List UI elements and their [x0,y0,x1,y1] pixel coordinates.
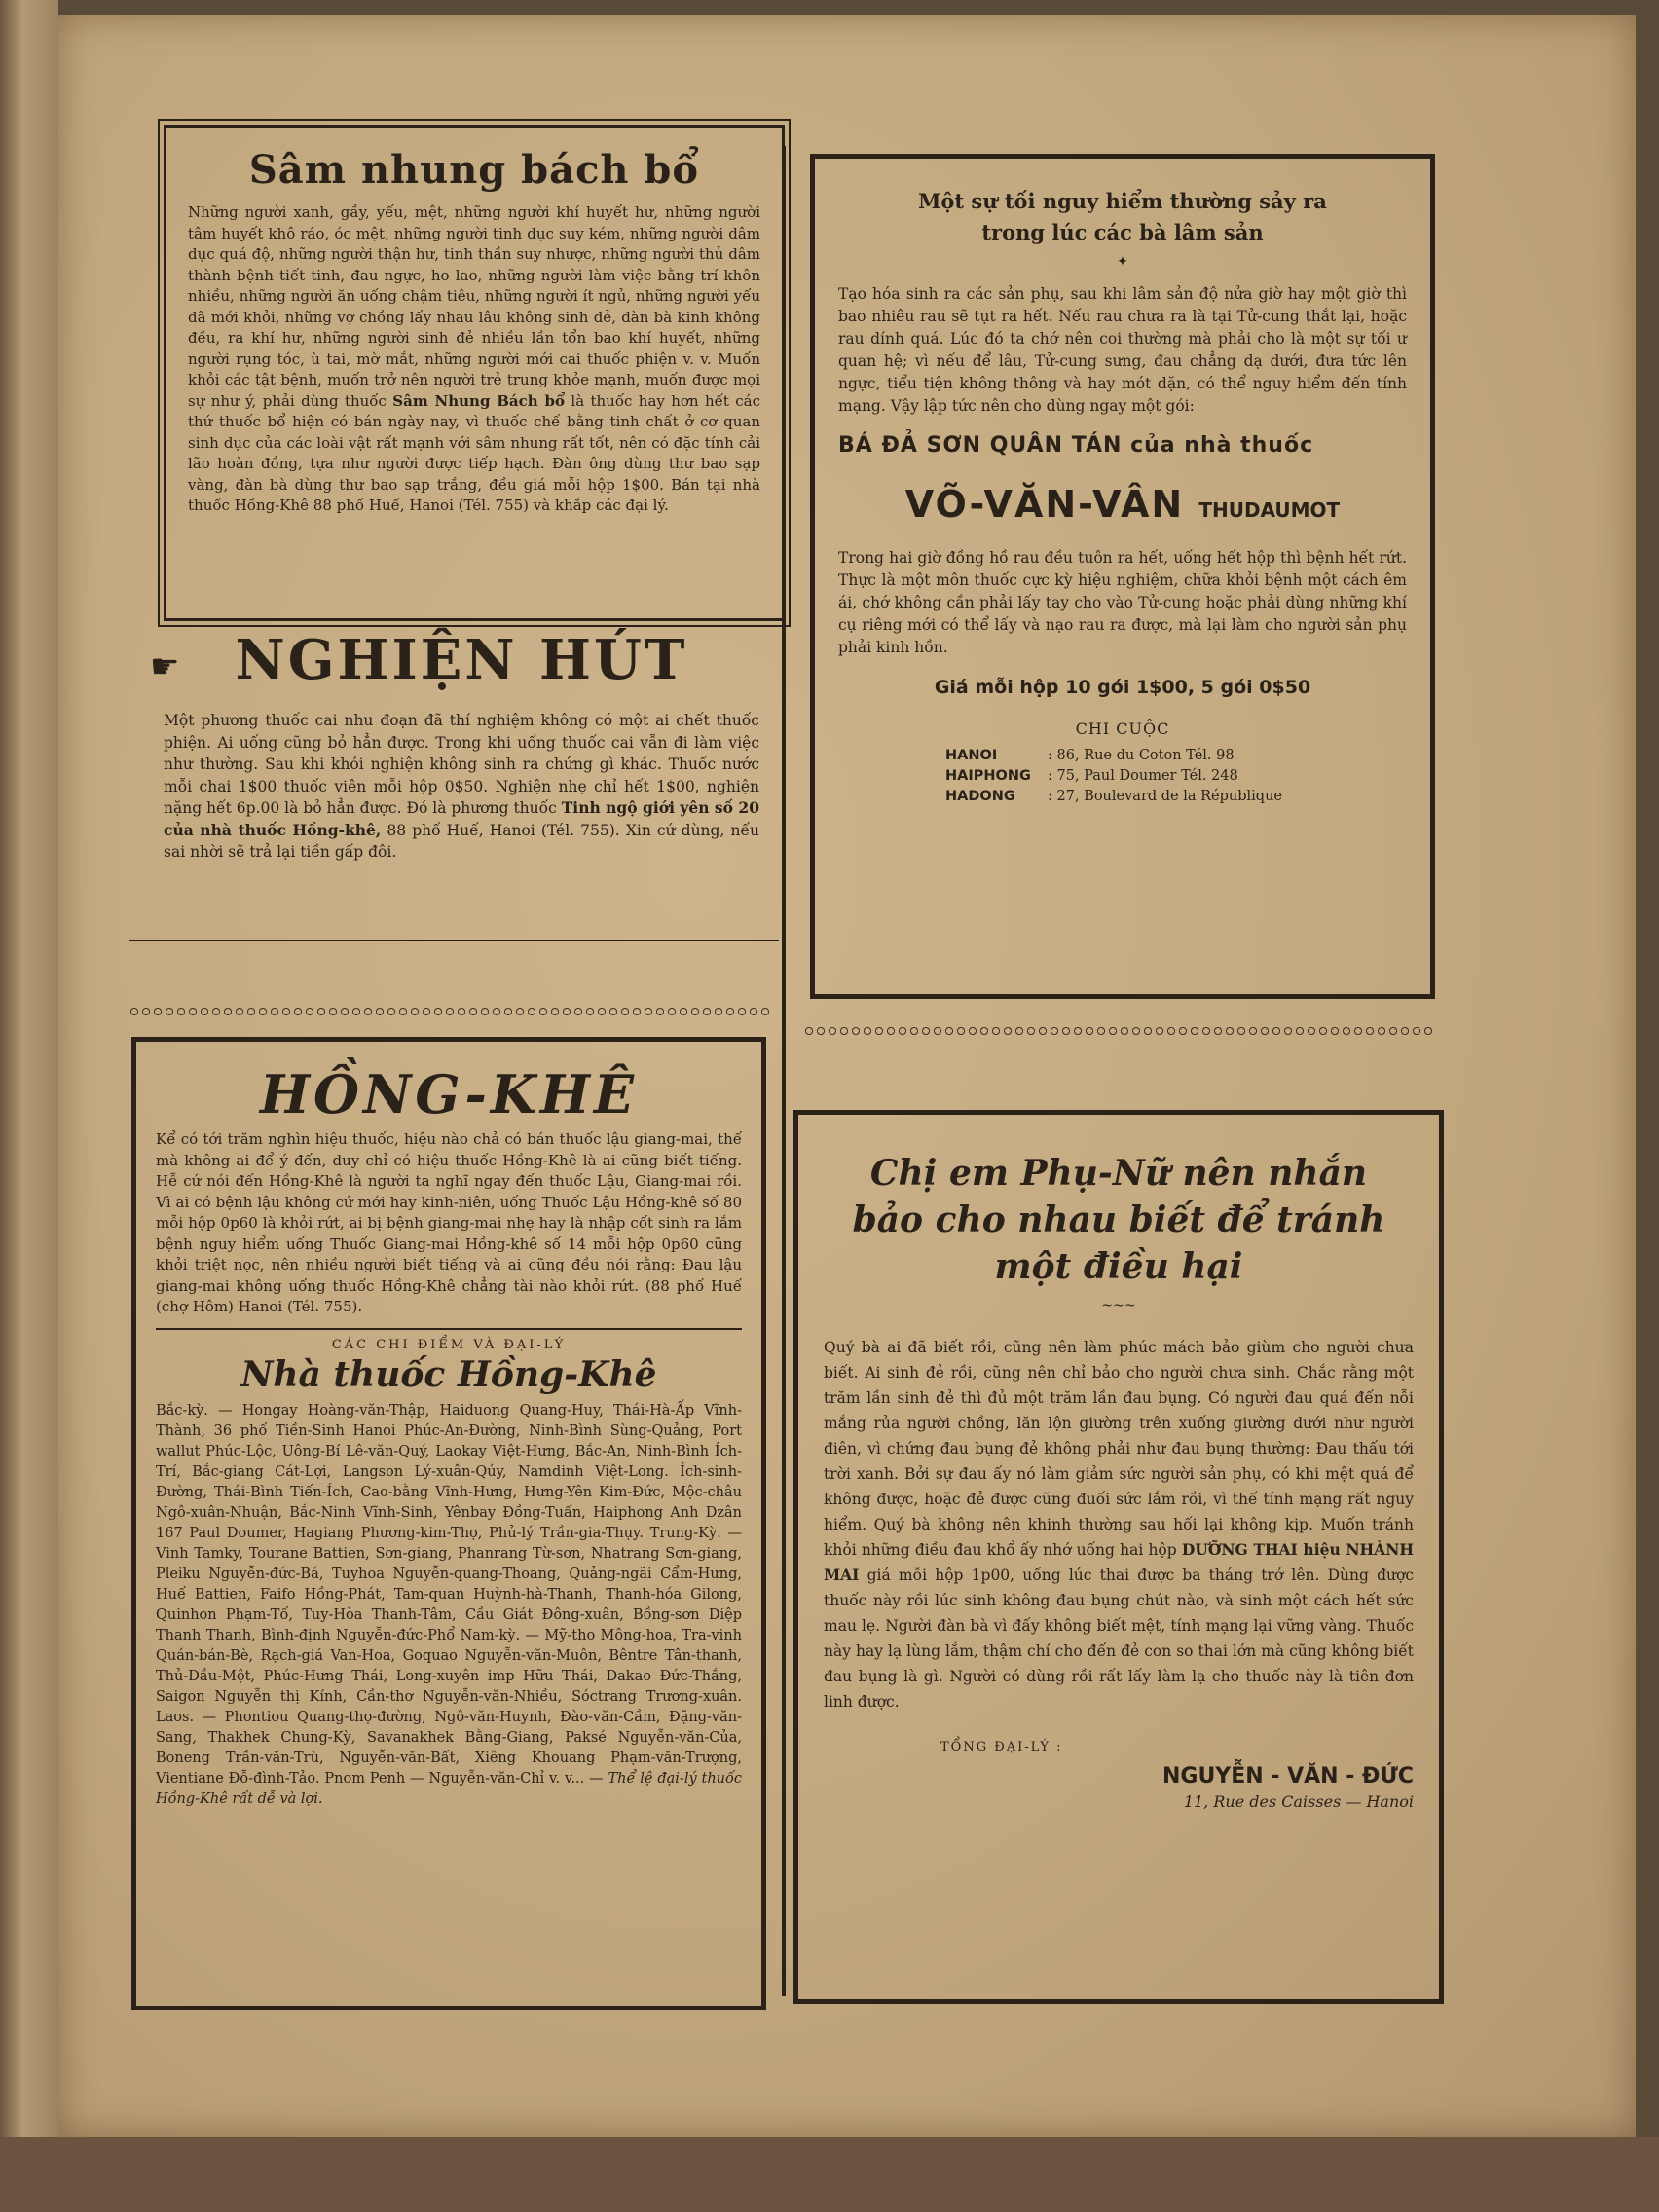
ad-title: HỒNG-KHÊ [259,1063,639,1125]
agent-name: NGUYỄN - VĂN - ĐỨC [1161,1764,1414,1788]
headline-line-1: Một sự tối nguy hiểm thường sảy ra [918,189,1327,213]
product-name: Sâm Nhung Bách bổ [392,391,566,410]
ad-body-cont: giá mỗi hộp 1p00, uống lúc thai được ba tháng trở lên. Dùng được thuốc này rồi lúc sinh không đau bụng chút nào, và sinh một cách hết sức mau lẹ. Người đàn bà vì đấy không biết mệt, tính mạng lại vững vàng. Thuốc này hay lạ lùng lắm, thậm chí cho đến đẻ con so thai lớn mà cũng không biết đau bụng là gì. Người có dùng rồi rất lấy làm lạ cho thuốc này là tiên đơn linh được. [824,1567,1414,1711]
ad-body-cont: là thuốc hay hơn hết các thứ thuốc bổ hiện có bán ngày nay, vì thuốc chế bằng tinh chất ở cơ quan sinh dục của các loài vật rất mạnh với sâm nhung rất tốt, nên có đặc tính cải lão hoàn đồng, tựa như người được tiếp hạch. Đàn ông dùng thư bao sạp vàng, đàn bà dùng thư bao sạp trắng, đều giá mỗi hộp 1$00. Bán tại nhà thuốc Hồng-Khê 88 phố Huế, Hanoi (Tél. 755) và khắp các đại lý. [188,391,760,514]
ad-chi-em-phu-nu [793,1110,1444,2004]
branch-list [945,746,1407,807]
ad-body: Kể có tới trăm nghìn hiệu thuốc, hiệu nào chả có bán thuốc lậu giang-mai, thế mà không ai để ý đến, duy chỉ có hiệu thuốc Hồng-Khê là ai cũng biết tiếng. Hễ cứ nói đến Hồng-Khê là người ta nghĩ ngay đến thuốc Lậu, Giang-mai rồi. Vì ai có bệnh lậu không cứ mới hay kinh-niên, uống Thuốc Lậu Hồng-khê số 80 mỗi hộp 0p60 là khỏi rứt, ai bị bệnh giang-mai nhẹ hay là nhập cốt sinh ra lắm bệnh nguy hiểm uống Thuốc Giang-mai Hồng-khê số 14 mỗi hộp 0p60 cũng khỏi triệt nọc, nên nhiều người biết tiếng và ai cũng đều nói rằng: Đau lậu giang-mai không uống thuốc Hồng-Khê chẳng tài nào khỏi rứt. (88 phố Huế (chợ Hôm) Hanoi (Tél. 755). [156,1130,742,1315]
ad-ba-da-son-quan-tan [810,154,1435,999]
ornament-divider: ~~~ [1101,1298,1136,1313]
ad-sam-nhung [164,125,785,621]
headline-line-2: trong lúc các bà lâm sản [981,220,1264,244]
agent-label: TỔNG ĐẠI-LÝ : [940,1740,1063,1754]
ad-intro: Tạo hóa sinh ra các sản phụ, sau khi lâm sản độ nửa giờ hay một giờ thì bao nhiêu rau sẽ tụt ra hết. Nếu rau chưa ra là tại Tử-cung thắt lại, hoặc rau dính quá. Lúc đó ta chớ nên coi thường mà phải cho là một sự tối ư quan hệ; vì nếu để lâu, Tử-cung sưng, đau chẳng dạ dưới, đưa tức lên ngực, tiểu tiện không thông và hay mót dặn, có thể nguy hiểm đến tính mạng. Vậy lập tức nên cho dùng ngay một gói: [838,285,1407,415]
table-surface [0,2137,1659,2212]
agents-title: Nhà thuốc Hồng-Khê [240,1353,657,1395]
ad-title: Sâm nhung bách bổ [248,147,700,193]
price: Giá mỗi hộp 10 gói 1$00, 5 gói 0$50 [934,677,1311,698]
ad-body: Trong hai giờ đồng hồ rau đều tuôn ra hết, uống hết hộp thì bệnh hết rứt. Thực là một môn thuốc cực kỳ hiệu nghiệm, chữa khỏi bệnh một cách êm ái, chớ không cần phải lấy tay cho vào Tử-cung hoặc phải dùng những khí cụ riêng mới có thể lấy và nạo rau ra được, mà lại làm cho người sản phụ phải kinh hồn. [838,549,1407,656]
wavy-divider [803,1027,1436,1035]
pointing-hand-icon: ☛ [150,647,180,686]
branch-address: : 27, Boulevard de la République [1048,789,1283,804]
branch-address: : 75, Paul Doumer Tél. 248 [1048,768,1238,784]
ad-title: Chị em Phụ-Nữ nên nhắn bảo cho nhau biết để tránh một điều hại [852,1153,1385,1287]
maker-name: VÕ-VĂN-VÂN [904,483,1185,526]
ad-body-cont: 88 phố Huế, Hanoi (Tél. 755). Xin cứ dùng, nếu sai nhời sẽ trả lại tiền gấp đôi. [164,821,759,861]
branches-title: CHI CUỘC [1075,719,1170,738]
agents-label: CÁC CHI ĐIỂM VÀ ĐẠI-LÝ [331,1337,567,1352]
ornament-divider: ✦ [1117,254,1128,270]
divider-rule [156,1328,742,1330]
branch-row [945,787,1407,807]
branch-row [945,746,1407,766]
branch-row [945,766,1407,787]
book-spine [0,0,58,2212]
agents-list: Bắc-kỳ. — Hongay Hoàng-văn-Thập, Haiduong Quang-Huy, Thái-Hà-Ấp Vĩnh-Thành, 36 phố Tiền-Sinh Hanoi Phúc-An-Đường, Ninh-Bình Sùng-Quảng, Port wallut Phúc-Lộc, Uông-Bí Lê-văn-Quý, Laokay Việt-Hưng, Bắc-An, Ninh-Bình Ích-Trí, Bắc-giang Cát-Lợi, Langson Lý-xuân-Qúy, Namdinh Việt-Long. Ích-sinh-Đường, Thái-Bình Tiến-Ích, Cao-bằng Vĩnh-Hưng, Hưng-Yên Kim-Đức, Mộc-châu Ngô-xuân-Nhuận, Bắc-Ninh Vĩnh-Sinh, Yênbay Đồng-Tuấn, Haiphong Anh Dzân 167 Paul Doumer, Hagiang Phương-kim-Thọ, Phủ-lý Trần-gia-Thụy. Trung-Kỳ. — Vinh Tamky, Tourane Battien, Sơn-giang, Phanrang Từ-sơn, Nhatrang Sơn-giang, Pleiku Nguyễn-đức-Bá, Tuyhoa Nguyễn-quang-Thoang, Quảng-ngãi Cẩm-Hưng, Huế Battien, Faifo Hồng-Phát, Tam-quan Huỳnh-hà-Thanh, Thanh-hóa Gilong, Quinhon Phạm-Tố, Tuy-Hòa Thanh-Tâm, Cầu Giát Đông-xuân, Bồng-sơn Diệp Thanh Thanh, Bình-định Nguyễn-đức-Phổ Nam-kỳ. — Mỹ-tho Mông-hoa, Tra-vinh Quán-bán-Bè, Rạch-giá Van-Hoa, Goquao Nguyễn-văn-Muôn, Bêntre Tân-thanh, Thủ-Dầu-Một, Phúc-Hưng Thái, Long-xuyên imp Hữu Thái, Dakao Đức-Thắng, Saigon Nguyễn thị Kính, Cần-thơ Nguyễn-văn-Nhiều, Sóctrang Trương-xuân. Laos. — Phontiou Quang-thọ-đường, Ngô-văn-Huynh, Đào-văn-Cầm, Đặng-văn-Sang, Thakhek Chung-Kỳ, Savanakhek Bằng-Giang, Paksé Nguyễn-văn-Của, Boneng Trần-văn-Trù, Nguyễn-văn-Bất, Xiêng Khouang Phạm-văn-Trượng, Vientiane Đỗ-đình-Tảo. Pnom Penh — Nguyễn-văn-Chỉ v. v... [156,1402,742,1787]
branch-city: HAIPHONG [945,768,1031,784]
ad-hong-khe [131,1037,766,2010]
product-name: Tinh ngộ giới yên số 20 của nhà thuốc Hồng-khê, [164,798,759,839]
ad-nghien-hut [146,628,777,935]
ad-body: Những người xanh, gầy, yếu, mệt, những người khí huyết hư, những người tâm huyết khô ráo, óc mệt, những người tinh dục suy kém, những người dâm dục quá độ, những người thận hư, tinh thần suy nhược, những người thủ dâm thành bệnh tiết tinh, đau ngực, ho lao, những người làm việc bằng trí khôn nhiều, những người ăn uống chậm tiêu, những người ít ngủ, những người yếu đã mới khỏi, những vợ chồng lấy nhau lâu không sinh đẻ, đàn bà kinh không đều, ra khí hư, những người sinh đẻ nhiều lần tổn bao khí huyết, những người rụng tóc, ù tai, mờ mắt, những người mới cai thuốc phiện v. v. Muốn khỏi các tật bệnh, muốn trở nên người trẻ trung khỏe mạnh, muốn được mọi sự như ý, phải dùng thuốc [188,203,760,410]
product-line: BÁ ĐẢ SƠN QUÂN TÁN của nhà thuốc [838,433,1314,458]
maker-city: THUDAUMOT [1198,498,1341,522]
branch-city: HADONG [945,789,1015,804]
product-name: DƯỠNG THAI hiệu NHÀNH MAI [824,1540,1415,1584]
ad-body: Quý bà ai đã biết rồi, cũng nên làm phúc mách bảo giùm cho người chưa biết. Ai sinh đẻ rồi, cũng nên chỉ bảo cho người chưa sinh. Chắc rằng một trăm lần sinh đẻ thì đủ một trăm lần đau bụng. Có người đau quá đến nỗi mắng rủa người chồng, lăn lộn giường trên xuống giường dưới như người điên, vì chứng đau bụng đẻ không phải như đau bụng thường: Đau thấu tới trời xanh. Bởi sự đau ấy nó làm giảm sức người sản phụ, có khi mệt quá để không được, hoặc đẻ được cũng đuối sức lắm rồi, vì thế tính mạng rất nguy hiểm. Quý bà không nên khinh thường sau hối lại không kịp. Muốn tránh khỏi những điều đau khổ ấy nhớ uống hai hộp [824,1339,1414,1559]
agents-footer: — Thể lệ đại-lý thuốc Hồng-Khê rất dễ và lợi. [156,1770,743,1807]
branch-city: HANOI [945,748,998,763]
ad-title: NGHIỆN HÚT [235,628,688,692]
ad-body: Một phương thuốc cai nhu đoạn đã thí nghiệm không có một ai chết thuốc phiện. Ai uống cũng bỏ hẳn được. Trong khi uống thuốc cai vẫn đi làm việc như thường. Sau khi khỏi nghiện không sinh ra chứng gì khác. Thuốc nước mỗi chai 1$00 thuốc viên mỗi hộp 0$50. Nghiện nhẹ chỉ hết 1$00, nghiện nặng hết 6p.00 là bỏ hẳn được. Đó là phương thuốc [164,712,759,817]
divider-rule [129,940,779,941]
wavy-divider [129,1008,771,1015]
branch-address: : 86, Rue du Coton Tél. 98 [1048,748,1235,763]
headline [838,186,1407,248]
agent-address: 11, Rue des Caisses — Hanoi [1183,1792,1414,1811]
